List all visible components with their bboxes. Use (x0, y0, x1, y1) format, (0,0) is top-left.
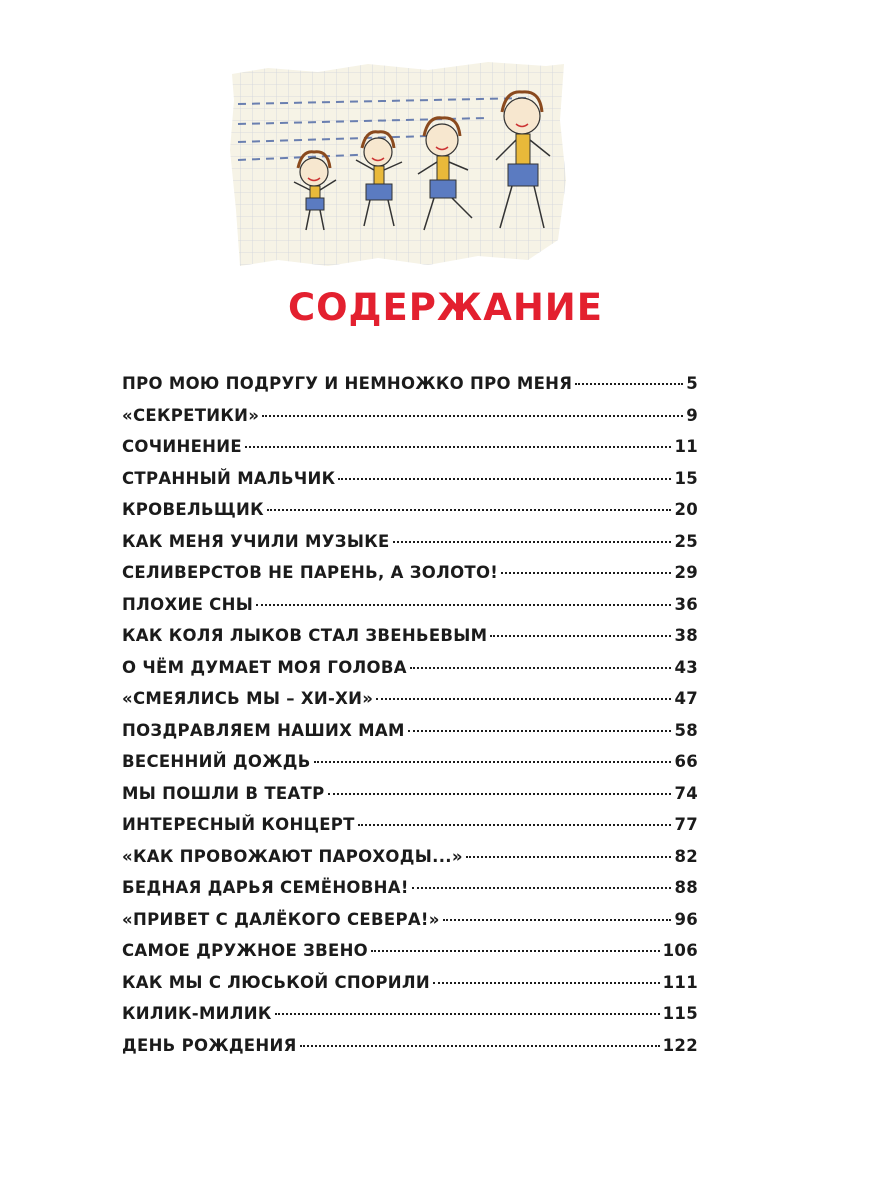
toc-entry-title: СТРАННЫЙ МАЛЬЧИК (122, 468, 336, 488)
toc-entry[interactable] (122, 400, 698, 432)
toc-entry[interactable] (122, 463, 698, 495)
toc-entry-page: 29 (674, 563, 698, 582)
toc-entry-page: 36 (674, 594, 698, 614)
toc-entry-title: КАК МЫ С ЛЮСЬКОЙ СПОРИЛИ (122, 972, 430, 992)
toc-entry[interactable] (122, 904, 698, 936)
toc-entry-title: МЫ ПОШЛИ В ТЕАТР (122, 783, 325, 803)
toc-entry-page: 88 (674, 878, 698, 897)
toc-entry-page: 58 (674, 720, 698, 740)
dot-leader (393, 541, 672, 543)
dot-leader (575, 383, 683, 385)
toc-entry[interactable] (122, 589, 698, 621)
toc-entry[interactable] (122, 431, 698, 463)
toc-entry-title: ПЛОХИЕ СНЫ (122, 594, 254, 614)
toc-entry[interactable] (122, 935, 698, 967)
toc-entry-page: 47 (674, 689, 698, 708)
toc-entry-title: КРОВЕЛЬЩИК (122, 500, 264, 519)
toc-entry-title: КИЛИК-МИЛИК (122, 1004, 272, 1023)
toc-entry-title: САМОЕ ДРУЖНОЕ ЗВЕНО (122, 941, 369, 960)
toc-entry[interactable] (122, 967, 698, 999)
toc-entry-page: 82 (674, 846, 698, 866)
toc-entry[interactable] (122, 652, 698, 684)
toc-entry[interactable] (122, 746, 698, 778)
kids-drawing-illustration (228, 60, 568, 272)
toc-entry[interactable] (122, 872, 698, 904)
dot-leader (338, 478, 671, 480)
toc-entry-title: «ПРИВЕТ С ДАЛЁКОГО СЕВЕРА!» (122, 909, 440, 929)
dot-leader (408, 730, 672, 732)
toc-entry[interactable] (122, 368, 698, 400)
dot-leader (300, 1045, 660, 1047)
dot-leader (256, 604, 671, 606)
dot-leader (371, 950, 660, 952)
dot-leader (358, 824, 672, 826)
toc-entry-title: КАК МЕНЯ УЧИЛИ МУЗЫКЕ (122, 531, 390, 551)
toc-entry-title: ДЕНЬ РОЖДЕНИЯ (122, 1035, 297, 1055)
toc-entry[interactable] (122, 1030, 698, 1062)
toc-entry-title: «КАК ПРОВОЖАЮТ ПАРОХОДЫ...» (122, 846, 463, 866)
toc-entry[interactable] (122, 683, 698, 715)
dot-leader (267, 509, 672, 511)
dot-leader (490, 635, 671, 637)
toc-entry[interactable] (122, 841, 698, 873)
dot-leader (376, 698, 671, 700)
toc-entry-title: «СЕКРЕТИКИ» (122, 405, 260, 425)
dot-leader (275, 1013, 660, 1015)
toc-entry-page: 43 (674, 657, 698, 677)
dot-leader (410, 667, 672, 669)
toc-entry-page: 77 (674, 815, 698, 834)
dot-leader (501, 572, 671, 574)
toc-entry-page: 66 (674, 752, 698, 771)
toc-entry[interactable] (122, 494, 698, 526)
toc-entry-title: ИНТЕРЕСНЫЙ КОНЦЕРТ (122, 815, 355, 834)
table-of-contents (122, 368, 698, 1061)
toc-entry-page: 9 (686, 405, 698, 425)
toc-entry-title: БЕДНАЯ ДАРЬЯ СЕМЁНОВНА! (122, 878, 409, 897)
toc-entry-title: СОЧИНЕНИЕ (122, 437, 242, 456)
toc-entry-title: О ЧЁМ ДУМАЕТ МОЯ ГОЛОВА (122, 657, 407, 677)
dot-leader (328, 793, 672, 795)
toc-entry-page: 20 (674, 500, 698, 519)
dot-leader (443, 919, 672, 921)
toc-entry-page: 111 (662, 972, 698, 992)
dot-leader (433, 982, 660, 984)
toc-entry-title: ПРО МОЮ ПОДРУГУ И НЕМНОЖКО ПРО МЕНЯ (122, 374, 573, 393)
toc-entry[interactable] (122, 809, 698, 841)
toc-entry-page: 115 (662, 1004, 698, 1023)
toc-entry-page: 74 (674, 783, 698, 803)
toc-entry-title: «СМЕЯЛИСЬ МЫ – ХИ-ХИ» (122, 689, 374, 708)
toc-entry[interactable] (122, 998, 698, 1030)
toc-entry-title: СЕЛИВЕРСТОВ НЕ ПАРЕНЬ, А ЗОЛОТО! (122, 563, 499, 582)
dot-leader (314, 761, 672, 763)
toc-entry-title: ПОЗДРАВЛЯЕМ НАШИХ МАМ (122, 720, 405, 740)
toc-entry[interactable] (122, 557, 698, 589)
toc-entry-title: ВЕСЕННИЙ ДОЖДЬ (122, 752, 311, 771)
toc-entry[interactable] (122, 620, 698, 652)
toc-entry-page: 96 (674, 909, 698, 929)
page-title: СОДЕРЖАНИЕ (287, 286, 604, 329)
dot-leader (262, 415, 683, 417)
toc-entry-page: 11 (674, 437, 698, 456)
dot-leader (466, 856, 672, 858)
toc-entry[interactable] (122, 526, 698, 558)
dot-leader (245, 446, 671, 448)
toc-entry-page: 38 (674, 626, 698, 645)
toc-entry-title: КАК КОЛЯ ЛЫКОВ СТАЛ ЗВЕНЬЕВЫМ (122, 626, 488, 645)
toc-entry-page: 25 (674, 531, 698, 551)
toc-entry-page: 5 (686, 374, 698, 393)
toc-entry[interactable] (122, 715, 698, 747)
dot-leader (412, 887, 672, 889)
toc-entry-page: 15 (674, 468, 698, 488)
toc-entry[interactable] (122, 778, 698, 810)
toc-entry-page: 106 (662, 941, 698, 960)
toc-entry-page: 122 (662, 1035, 698, 1055)
